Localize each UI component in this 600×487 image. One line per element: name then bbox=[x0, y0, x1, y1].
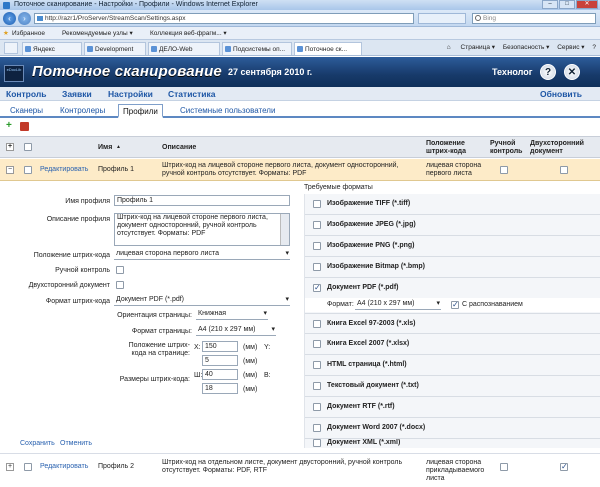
format-checkbox[interactable] bbox=[313, 221, 321, 229]
search-placeholder: Bing bbox=[483, 15, 497, 22]
delete-icon[interactable] bbox=[20, 122, 29, 131]
menu-settings[interactable]: Настройки bbox=[108, 89, 153, 99]
tab-favicon bbox=[25, 46, 31, 52]
format-rtf[interactable]: Документ RTF (*.rtf) bbox=[305, 397, 600, 418]
format-xlsx[interactable]: Книга Excel 2007 (*.xlsx) bbox=[305, 334, 600, 355]
format-checkbox[interactable] bbox=[313, 403, 321, 411]
pdf-options bbox=[305, 298, 600, 312]
help-button[interactable]: ? bbox=[540, 64, 556, 80]
expand-all-icon[interactable]: + bbox=[7, 143, 13, 150]
manual-control-label: Ручной контроль bbox=[55, 267, 110, 274]
pdf-format-label: Формат: bbox=[327, 301, 354, 308]
back-icon[interactable]: ‹ bbox=[3, 12, 16, 25]
tab-controllers[interactable]: Контролеры bbox=[60, 106, 106, 115]
favorites-button[interactable]: Избранное bbox=[12, 30, 45, 37]
format-checkbox[interactable] bbox=[313, 242, 321, 250]
format-png[interactable]: Изображение PNG (*.png) bbox=[305, 236, 600, 257]
tools-service[interactable]: Сервис ▾ bbox=[557, 44, 585, 51]
page-format-label: Формат страницы: bbox=[131, 328, 192, 335]
app-logo: eDocLib bbox=[4, 65, 24, 82]
format-checkbox[interactable] bbox=[313, 263, 321, 271]
tab-favicon bbox=[87, 46, 93, 52]
ocr-label: С распознаванием bbox=[462, 301, 523, 308]
row-barcode-position: лицевая сторона первого листа bbox=[426, 162, 482, 177]
ocr-checkbox[interactable] bbox=[451, 301, 459, 309]
maximize-button[interactable]: □ bbox=[559, 0, 575, 9]
select-all-checkbox[interactable] bbox=[24, 143, 32, 151]
app-date: 27 сентября 2010 г. bbox=[228, 67, 313, 77]
close-window-button[interactable]: ✕ bbox=[576, 0, 598, 9]
barcode-format-select[interactable]: Документ PDF (*.pdf) ▾ bbox=[114, 295, 290, 306]
x-label: X: bbox=[194, 344, 201, 351]
w-unit: (мм) bbox=[243, 372, 258, 379]
tab-stream-scan[interactable]: Поточное ск... bbox=[294, 42, 362, 55]
tools-page[interactable]: Страница ▾ bbox=[460, 44, 496, 51]
tab-scanners[interactable]: Сканеры bbox=[10, 106, 43, 115]
height-input[interactable]: 18 bbox=[202, 383, 238, 394]
tab-system-users[interactable]: Системные пользователи bbox=[180, 106, 276, 115]
ie-icon bbox=[3, 2, 10, 9]
orientation-select[interactable]: Книжная ▾ bbox=[196, 309, 268, 320]
format-checkbox[interactable] bbox=[313, 439, 321, 447]
menu-control[interactable]: Контроль bbox=[6, 89, 47, 99]
current-user: Технолог bbox=[492, 67, 533, 77]
row-checkbox[interactable] bbox=[24, 166, 32, 174]
table-row[interactable] bbox=[0, 159, 600, 181]
favorites-bar bbox=[0, 27, 600, 40]
formats-list bbox=[304, 194, 600, 448]
menu-requests[interactable]: Заявки bbox=[62, 89, 92, 99]
h-unit: (мм) bbox=[243, 386, 258, 393]
minimize-button[interactable]: – bbox=[542, 0, 558, 9]
main-menu bbox=[0, 87, 600, 101]
home-icon[interactable]: ⌂ bbox=[446, 44, 451, 51]
barcode-pos-label: Положение штрих-кода bbox=[33, 252, 110, 259]
quick-tabs-icon[interactable] bbox=[4, 42, 18, 54]
format-checkbox[interactable] bbox=[313, 424, 321, 432]
pdf-format-select[interactable]: А4 (210 x 297 мм) ▾ bbox=[355, 299, 441, 310]
format-bmp[interactable]: Изображение Bitmap (*.bmp) bbox=[305, 257, 600, 278]
format-checkbox[interactable] bbox=[313, 320, 321, 328]
cancel-link[interactable]: Отменить bbox=[60, 440, 92, 447]
format-tiff[interactable]: Изображение TIFF (*.tiff) bbox=[305, 194, 600, 215]
manual-control-checkbox[interactable] bbox=[116, 266, 124, 274]
address-url: http://razr1/ProServer/StreamScan/Settings.aspx bbox=[45, 15, 186, 22]
row-manual-checkbox bbox=[500, 463, 508, 471]
col-duplex[interactable]: Двухсторонний документ bbox=[530, 140, 584, 155]
row-description: Штрих-код на лицевой стороне первого листа, документ односторонний, ручной контроль отсутствует. Форматы: PDF bbox=[162, 162, 399, 177]
web-slice-gallery-link[interactable]: Коллекция веб-фрагм... ▾ bbox=[150, 30, 227, 37]
logout-button[interactable]: ✕ bbox=[564, 64, 580, 80]
format-jpeg[interactable]: Изображение JPEG (*.jpg) bbox=[305, 215, 600, 236]
row-checkbox[interactable] bbox=[24, 463, 32, 471]
col-manual-control[interactable]: Ручной контроль bbox=[490, 140, 523, 155]
barcode-pos-select[interactable]: лицевая сторона первого листа ▾ bbox=[114, 249, 290, 260]
row-description: Штрих-код на отдельном листе, документ двусторонний, ручной контроль отсутствует. Форматы: PDF, RTF bbox=[162, 459, 403, 474]
row-manual-checkbox bbox=[500, 166, 508, 174]
help-icon[interactable]: ? bbox=[592, 44, 596, 51]
refresh-link[interactable]: Обновить bbox=[540, 89, 583, 99]
format-xls[interactable]: Книга Excel 97-2003 (*.xls) bbox=[305, 313, 600, 334]
app-header bbox=[0, 57, 600, 87]
tab-yandex[interactable]: Яндекс bbox=[22, 42, 82, 55]
profile-name-label: Имя профиля bbox=[65, 198, 110, 205]
width-input[interactable]: 40 bbox=[202, 369, 238, 380]
orientation-label: Ориентация страницы: bbox=[117, 312, 192, 319]
format-checkbox[interactable] bbox=[313, 200, 321, 208]
duplex-checkbox[interactable] bbox=[116, 281, 124, 289]
sort-asc-icon: ▲ bbox=[116, 144, 121, 150]
tab-subsystems[interactable]: Подсистемы оп... bbox=[222, 42, 292, 55]
tools-security[interactable]: Безопасность ▾ bbox=[502, 44, 550, 51]
address-row bbox=[0, 10, 600, 27]
format-html[interactable]: HTML страница (*.html) bbox=[305, 355, 600, 376]
y-unit: (мм) bbox=[243, 358, 258, 365]
barcode-size-label: Размеры штрих-кода: bbox=[119, 376, 190, 383]
tab-profiles[interactable]: Профили bbox=[118, 104, 163, 118]
collapse-icon[interactable]: − bbox=[7, 166, 13, 173]
format-checkbox[interactable] bbox=[313, 361, 321, 369]
search-icon bbox=[475, 15, 481, 21]
browser-tabs bbox=[0, 40, 600, 56]
tab-favicon bbox=[225, 46, 231, 52]
row-name: Профиль 1 bbox=[98, 166, 135, 173]
add-icon[interactable]: + bbox=[6, 120, 12, 131]
settings-tabs bbox=[0, 104, 600, 118]
table-row[interactable] bbox=[0, 453, 600, 482]
row-barcode-position: лицевая сторона прикладываемого листа bbox=[426, 459, 485, 482]
search-input[interactable] bbox=[472, 13, 596, 24]
address-actions[interactable] bbox=[418, 13, 466, 24]
save-link[interactable]: Сохранить bbox=[20, 440, 55, 447]
col-description[interactable]: Описание bbox=[162, 144, 197, 151]
format-docx[interactable]: Документ Word 2007 (*.docx) bbox=[305, 418, 600, 439]
format-checkbox[interactable] bbox=[313, 284, 321, 292]
app-title: Поточное сканирование bbox=[32, 63, 222, 80]
suggested-sites-link[interactable]: Рекомендуемые узлы ▾ bbox=[62, 30, 133, 37]
profile-desc-label: Описание профиля bbox=[46, 216, 110, 223]
format-checkbox[interactable] bbox=[313, 340, 321, 348]
edit-link[interactable]: Редактировать bbox=[40, 166, 89, 173]
format-xml[interactable]: Документ XML (*.xml) bbox=[305, 439, 600, 448]
x-input[interactable]: 150 bbox=[202, 341, 238, 352]
tab-delo-web[interactable]: ДЕЛО-Web bbox=[148, 42, 220, 55]
edit-link[interactable]: Редактировать bbox=[40, 463, 89, 470]
h-label: В: bbox=[264, 372, 271, 379]
window-title: Поточное сканирование - Настройки - Профили - Windows Internet Explorer bbox=[14, 1, 258, 8]
format-pdf[interactable]: ✓ Документ PDF (*.pdf) bbox=[305, 278, 600, 299]
y-input[interactable]: 5 bbox=[202, 355, 238, 366]
row-duplex-checkbox bbox=[560, 463, 568, 471]
textarea-scrollbar[interactable] bbox=[280, 214, 289, 245]
page-format-select[interactable]: А4 (210 x 297 мм) ▾ bbox=[196, 325, 276, 336]
menu-statistics[interactable]: Статистика bbox=[168, 89, 216, 99]
favorites-star-icon: ★ bbox=[3, 30, 9, 37]
x-unit: (мм) bbox=[243, 344, 258, 351]
grid-toolbar bbox=[0, 120, 600, 134]
window-titlebar bbox=[0, 0, 600, 10]
page-icon bbox=[37, 16, 43, 21]
duplex-label: Двухсторонний документ bbox=[28, 282, 110, 289]
expand-icon[interactable]: + bbox=[7, 463, 13, 470]
profile-desc-textarea[interactable]: Штрих-код на лицевой стороне первого листа, документ односторонний, ручной контроль отсутствует. Форматы: PDF bbox=[114, 213, 290, 246]
profile-edit-form bbox=[0, 182, 600, 453]
w-label: Ш: bbox=[194, 372, 203, 379]
col-barcode-position[interactable]: Положение штрих-кода bbox=[426, 140, 466, 155]
tab-favicon bbox=[297, 46, 303, 52]
address-bar[interactable] bbox=[34, 13, 414, 24]
barcode-format-label: Формат штрих-кода bbox=[45, 298, 110, 305]
forward-icon[interactable]: › bbox=[18, 12, 31, 25]
format-txt[interactable]: Текстовый документ (*.txt) bbox=[305, 376, 600, 397]
col-name[interactable]: Имя bbox=[98, 144, 113, 151]
profile-name-input[interactable]: Профиль 1 bbox=[114, 195, 290, 206]
grid-header bbox=[0, 136, 600, 158]
y-label: Y: bbox=[264, 344, 271, 351]
barcode-position-on-page-label: Положение штрих-кода на странице: bbox=[128, 342, 190, 357]
row-duplex-checkbox bbox=[560, 166, 568, 174]
tab-development[interactable]: Development bbox=[84, 42, 146, 55]
row-name: Профиль 2 bbox=[98, 463, 135, 470]
format-checkbox[interactable] bbox=[313, 382, 321, 390]
required-formats-label: Требуемые форматы bbox=[304, 184, 373, 191]
tab-favicon bbox=[151, 46, 157, 52]
